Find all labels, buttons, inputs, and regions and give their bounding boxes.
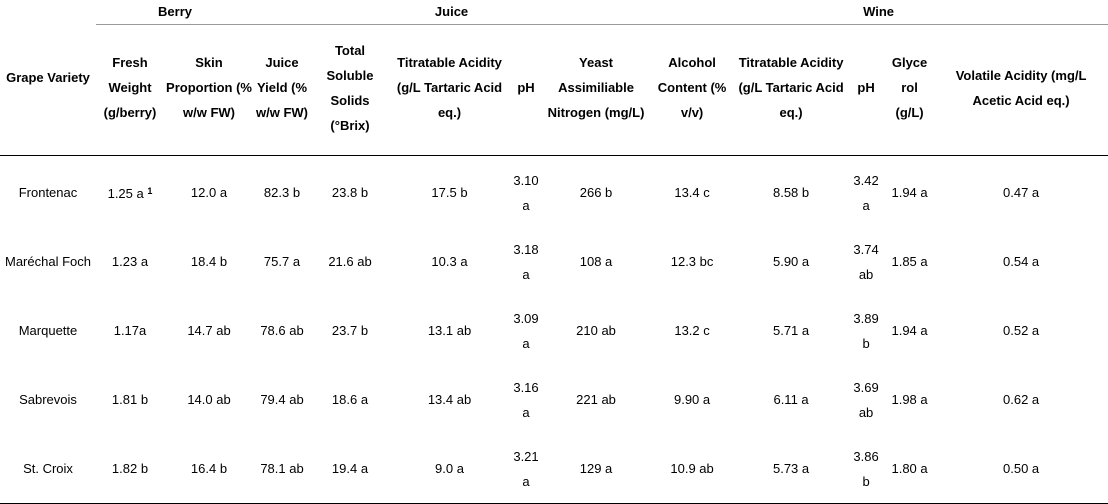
table-cell — [164, 156, 254, 228]
cell-value: 75.7 a — [263, 254, 301, 269]
table-cell — [649, 296, 735, 365]
table-cell — [310, 227, 390, 296]
header-wine-titratable-acidity: Titratable Acidity (g/L Tartaric Acid eq.) — [735, 25, 847, 156]
table-row — [0, 296, 1108, 365]
cell-value: 13.1 ab — [427, 323, 472, 338]
table-cell — [735, 365, 847, 434]
cell-value: 16.4 b — [190, 461, 228, 476]
cell-value: 1.82 b — [111, 461, 149, 476]
cell-value: 1.80 a — [891, 461, 928, 476]
cell-value: 3.09 a — [513, 310, 539, 351]
header-total-soluble-solids: Total Soluble Solids (°Brix) — [310, 25, 390, 156]
table-cell — [543, 434, 649, 504]
table-cell — [543, 365, 649, 434]
cell-value: 6.11 a — [773, 392, 809, 407]
table-cell — [96, 365, 164, 434]
cell-value: 13.2 c — [674, 323, 710, 338]
table-cell — [885, 296, 934, 365]
table-cell — [254, 227, 310, 296]
cell-value: 9.0 a — [435, 461, 464, 476]
header-wine-ph: pH — [847, 25, 885, 156]
column-header-row — [0, 25, 1108, 156]
cell-value: 3.18 a — [513, 241, 539, 282]
table-cell — [96, 227, 164, 296]
table-cell — [847, 227, 885, 296]
cell-value: 5.90 a — [772, 254, 810, 269]
cell-value: 10.3 a — [431, 254, 468, 269]
table-cell — [254, 365, 310, 434]
variety-cell: Maréchal Foch — [5, 254, 91, 269]
table-cell — [934, 296, 1108, 365]
table-cell — [390, 156, 509, 228]
table-cell — [310, 434, 390, 504]
cell-value: 0.52 a — [1003, 323, 1040, 338]
cell-value: 221 ab — [576, 392, 616, 407]
table-cell — [847, 365, 885, 434]
cell-value: 21.6 ab — [328, 254, 372, 269]
header-juice-ph: pH — [509, 25, 543, 156]
table-cell — [735, 156, 847, 228]
table-cell — [96, 434, 164, 504]
cell-value: 1.94 a — [891, 185, 928, 200]
cell-value: 266 b — [579, 185, 613, 200]
header-volatile-acidity: Volatile Acidity (mg/L Acetic Acid eq.) — [934, 25, 1108, 156]
table-cell — [649, 227, 735, 296]
cell-value: 210 ab — [576, 323, 616, 338]
group-header-juice: Juice — [254, 0, 649, 25]
table-row — [0, 156, 1108, 228]
group-header-wine: Wine — [649, 0, 1108, 25]
cell-value: 3.69 ab — [853, 379, 879, 420]
cell-value: 13.4 ab — [427, 392, 472, 407]
table-cell — [934, 227, 1108, 296]
cell-value: 3.89 b — [853, 310, 879, 351]
table-cell — [543, 296, 649, 365]
group-header-row — [0, 0, 1108, 25]
header-yeast-assimilable-nitrogen: Yeast Assimiliable Nitrogen (mg/L) — [543, 25, 649, 156]
table-cell — [649, 156, 735, 228]
variety-cell: Marquette — [18, 323, 78, 338]
table-cell — [254, 434, 310, 504]
cell-value: 129 a — [579, 461, 613, 476]
table-cell — [885, 227, 934, 296]
table-cell — [934, 156, 1108, 228]
cell-value: 18.4 b — [190, 254, 228, 269]
cell-value: 17.5 b — [431, 185, 468, 200]
table-cell — [509, 296, 543, 365]
table-cell — [310, 296, 390, 365]
header-fresh-weight: Fresh Weight (g/berry) — [96, 25, 164, 156]
table-cell — [543, 156, 649, 228]
table-cell — [847, 156, 885, 228]
table-cell — [96, 156, 164, 228]
table-cell — [509, 365, 543, 434]
table-body — [0, 156, 1108, 504]
cell-value: 1.23 a — [111, 254, 149, 269]
cell-value: 1.98 a — [891, 392, 928, 407]
table-cell — [164, 434, 254, 504]
footnote-marker: 1 — [147, 186, 153, 196]
variety-cell: St. Croix — [0, 434, 96, 504]
cell-value: 18.6 a — [331, 392, 369, 407]
table-row — [0, 227, 1108, 296]
table-cell — [164, 365, 254, 434]
cell-value: 10.9 ab — [670, 461, 714, 476]
table-cell — [254, 156, 310, 228]
table-cell — [847, 296, 885, 365]
table-header — [0, 0, 1108, 156]
table-cell — [310, 365, 390, 434]
table-cell — [934, 434, 1108, 504]
cell-value: 3.42 a — [853, 172, 879, 213]
table-cell — [390, 365, 509, 434]
table-cell — [390, 434, 509, 504]
cell-value: 82.3 b — [263, 185, 301, 200]
cell-value: 9.90 a — [673, 392, 711, 407]
cell-value: 1.94 a — [891, 323, 928, 338]
table-cell — [390, 296, 509, 365]
table-cell — [735, 227, 847, 296]
header-grape-variety: Grape Variety — [0, 0, 96, 156]
cell-value: 78.6 ab — [260, 323, 304, 338]
cell-value: 1.25 a — [107, 186, 144, 201]
cell-value: 78.1 ab — [260, 461, 304, 476]
table-cell — [509, 227, 543, 296]
cell-value: 0.54 a — [1003, 254, 1040, 269]
table-cell — [649, 434, 735, 504]
cell-value: 8.58 b — [772, 185, 810, 200]
table-cell — [543, 227, 649, 296]
cell-value: 3.86 b — [853, 448, 879, 489]
cell-value: 1.81 b — [111, 392, 149, 407]
cell-value: 12.3 bc — [670, 254, 714, 269]
header-alcohol-content: Alcohol Content (% v/v) — [649, 25, 735, 156]
cell-value: 23.8 b — [331, 185, 369, 200]
cell-value: 3.10 a — [513, 172, 539, 213]
cell-value: 14.0 ab — [187, 392, 231, 407]
table-cell — [164, 296, 254, 365]
table-cell — [885, 434, 934, 504]
cell-value: 5.71 a — [772, 323, 810, 338]
header-glycerol: Glyce rol (g/L) — [885, 25, 934, 156]
cell-value: 13.4 c — [674, 185, 710, 200]
table-cell — [509, 434, 543, 504]
table-cell — [96, 296, 164, 365]
table-row — [0, 365, 1108, 434]
cell-value: 0.50 a — [1003, 461, 1040, 476]
variety-cell: Sabrevois — [19, 392, 77, 407]
cell-value: 79.4 ab — [260, 392, 304, 407]
header-juice-titratable-acidity: Titratable Acidity (g/L Tartaric Acid eq.) — [390, 25, 509, 156]
table-cell — [649, 365, 735, 434]
cell-value: 3.21 a — [513, 448, 539, 489]
cell-value: 3.74 ab — [853, 241, 879, 282]
cell-value: 12.0 a — [190, 185, 228, 200]
header-skin-proportion: Skin Proportion (% w/w FW) — [164, 25, 254, 156]
cell-value: 1.85 a — [891, 254, 928, 269]
table-cell — [390, 227, 509, 296]
table-cell — [847, 434, 885, 504]
cell-value: 5.73 a — [772, 461, 810, 476]
cell-value: 23.7 b — [331, 323, 369, 338]
cell-value: 1.17a — [113, 323, 147, 338]
cell-value: 19.4 a — [331, 461, 369, 476]
cell-value: 0.62 a — [1003, 392, 1040, 407]
table-cell — [310, 156, 390, 228]
table-cell — [509, 156, 543, 228]
table-cell — [885, 156, 934, 228]
table-cell — [164, 227, 254, 296]
table-row — [0, 434, 1108, 504]
cell-value: 108 a — [579, 254, 613, 269]
table-cell — [735, 434, 847, 504]
group-header-berry: Berry — [96, 0, 254, 25]
cell-value: 0.47 a — [1003, 185, 1040, 200]
cell-value: 14.7 ab — [187, 323, 231, 338]
table-cell — [934, 365, 1108, 434]
table-cell — [885, 365, 934, 434]
cell-value: 3.16 a — [513, 379, 539, 420]
table-cell — [254, 296, 310, 365]
header-juice-yield: Juice Yield (% w/w FW) — [254, 25, 310, 156]
variety-cell: Frontenac — [18, 185, 78, 200]
table-cell — [735, 296, 847, 365]
